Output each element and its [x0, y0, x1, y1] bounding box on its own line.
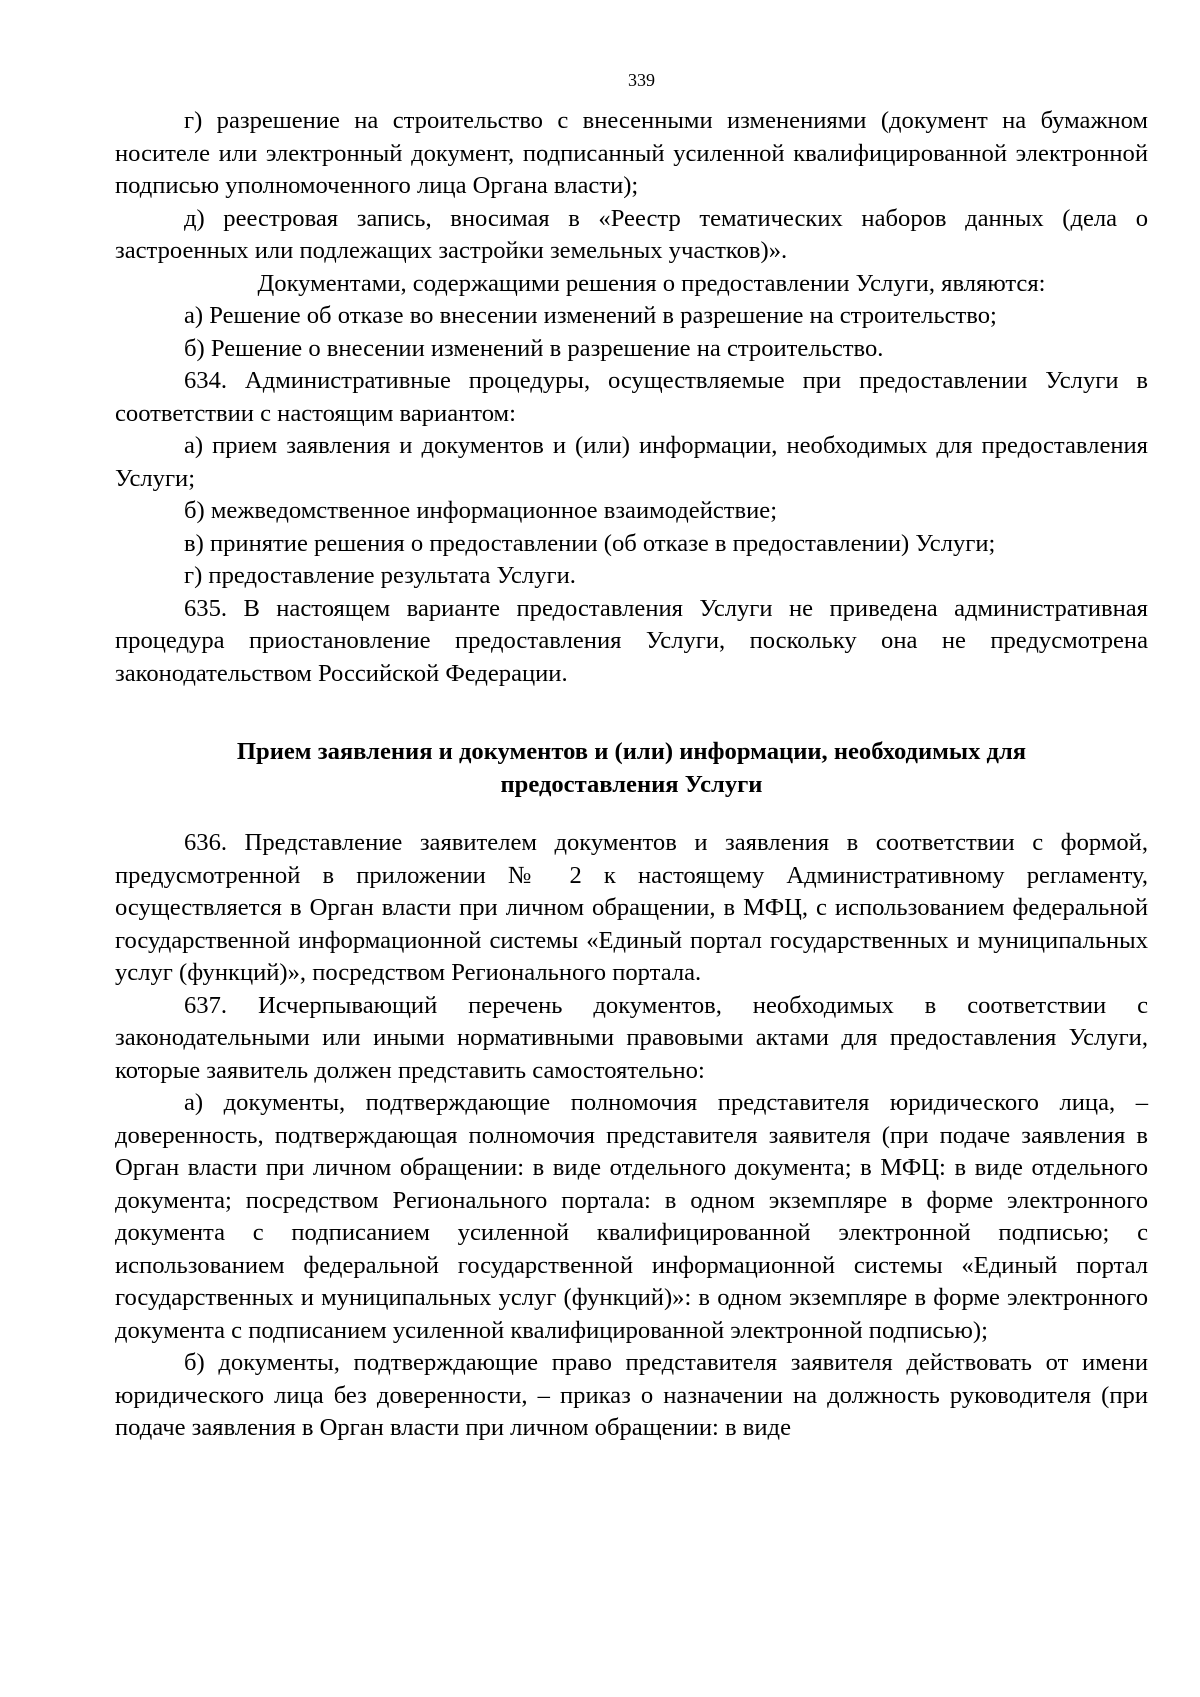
paragraph: а) прием заявления и документов и (или) информации, необходимых для предоставления Услуги;: [115, 432, 1148, 492]
paragraph: 634. Административные процедуры, осуществляемые при предоставлении Услуги в соответствии с настоящим вариантом:: [115, 367, 1148, 427]
paragraph: а) Решение об отказе во внесении изменений в разрешение на строительство;: [184, 302, 997, 329]
section-heading: [115, 736, 1148, 801]
page-number: 339: [628, 70, 655, 90]
paragraph: б) межведомственное информационное взаимодействие;: [184, 497, 778, 524]
paragraph: Документами, содержащими решения о предоставлении Услуги, являются:: [257, 269, 1046, 297]
paragraph: б) Решение о внесении изменений в разрешение на строительство.: [184, 334, 884, 362]
section-heading-line-1: Прием заявления и документов и (или) информации, необходимых для: [236, 738, 1027, 765]
paragraph: г) предоставление результата Услуги.: [184, 562, 576, 589]
paragraph: 636. Представление заявителем документов и заявления в соответствии с формой, предусмотренной в приложении № 2 к настоящему Административному регламенту, осуществляется в Орган власти при личном обращении, в МФЦ, с использованием федеральной государственной информационной системы «Единый портал государственных и муниципальных услуг (функций)», посредством Регионального портала.: [115, 829, 1148, 986]
paragraph: д) реестровая запись, вносимая в «Реестр тематических наборов данных (дела о застроенных или подлежащих застройки земельных участков)».: [115, 204, 1148, 264]
paragraph: а) документы, подтверждающие полномочия представителя юридического лица, – доверенность, подтверждающая полномочия представителя заявителя (при подаче заявления в Орган власти при личном обращении: в виде отдельного документа; в МФЦ: в виде отдельного документа; посредством Регионального портала: в одном экземпляре в форме электронного документа с подписанием усиленной квалифицированной электронной подписью; с использованием федеральной государственной информационной системы «Единый портал государственных и муниципальных услуг (функций)»: в одном экземпляре в форме электронного документа с подписанием усиленной квалифицированной электронной подписью);: [115, 1089, 1148, 1344]
paragraph: г) разрешение на строительство с внесенными изменениями (документ на бумажном носителе или электронный документ, подписанный усиленной квалифицированной электронной подписью уполномоченного лица Органа власти);: [115, 107, 1148, 199]
paragraph: б) документы, подтверждающие право представителя заявителя действовать от имени юридического лица без доверенности, – приказ о назначении на должность руководителя (при подаче заявления в Орган власти при личном обращении: в виде: [115, 1349, 1148, 1441]
body-text-top: [115, 105, 1148, 690]
paragraph: в) принятие решения о предоставлении (об отказе в предоставлении) Услуги;: [184, 529, 996, 557]
paragraph: 635. В настоящем варианте предоставления Услуги не приведена административная процедура приостановление предоставления Услуги, поскольку она не предусмотрена законодательством Российской Федерации.: [115, 594, 1148, 687]
section-heading-line-2: предоставления Услуги: [500, 770, 763, 798]
paragraph: 637. Исчерпывающий перечень документов, необходимых в соответствии с законодательными или иными нормативными правовыми актами для предоставления Услуги, которые заявитель должен представить самостоятельно:: [115, 991, 1148, 1084]
body-text-bottom: [115, 827, 1148, 1445]
